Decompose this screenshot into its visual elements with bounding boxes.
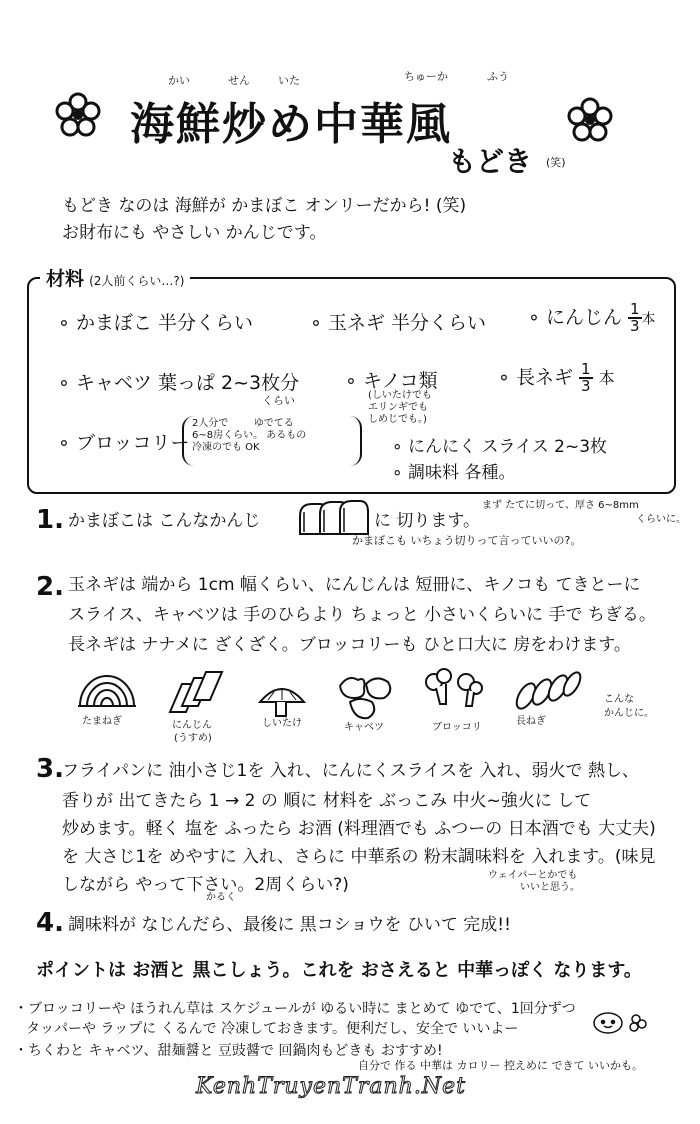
ingredient-broccoli-label: ブロッコリー	[75, 432, 190, 454]
ingredient-kinoko: ∘ キノコ類	[345, 370, 438, 392]
title-ruby-5: ふう	[487, 70, 509, 83]
step-3-line-3: 炒めます。軽く 塩を ふったら お酒 (料理酒でも ふつーの 日本酒でも 大丈夫)	[62, 819, 656, 839]
cabbage-illustration	[336, 672, 396, 724]
step-4-number: 4.	[36, 908, 64, 938]
kinoko-note-line-2: エリンギでも	[368, 402, 428, 413]
step-3-kakeru-note: かるく	[206, 892, 236, 903]
tip-line-2: タッパーや ラップに くるんで 冷凍しておきます。便利だし、安全で いいよー	[26, 1021, 519, 1037]
step-1-number: 1.	[36, 505, 64, 535]
ingredient-kinoko-label: キノコ類	[362, 370, 438, 392]
ingredient-naganegi-label: 長ネギ	[515, 366, 573, 389]
intro-line-1: もどき なのは 海鮮が かまぼこ オンリーだから! (笑)	[62, 196, 467, 216]
naganegi-numerator: 1	[581, 360, 591, 378]
illus-note-1: こんな	[604, 694, 634, 705]
ingredient-ninjin-fraction	[628, 302, 642, 334]
title-flower-right-icon	[568, 98, 612, 146]
ingredient-kinoko-note	[368, 390, 432, 426]
step-4-line-1: 調味料が なじんだら、最後に 黒コショウを ひいて 完成!!	[68, 915, 511, 935]
title-ruby-1: かい	[168, 74, 190, 87]
ingredient-seasoning-label: 調味料 各種。	[408, 463, 516, 483]
step-3-note-2: いいと思う。	[520, 882, 580, 893]
ingredient-tamanegi-label: 玉ネギ 半分くらい	[327, 312, 486, 334]
illus-label-negi: 長ねぎ	[516, 716, 546, 727]
step-3-line-1: フライパンに 油小さじ1を 入れ、にんにくスライスを 入れ、弱火で 熱し、	[62, 761, 639, 781]
ingredient-ninjin-label: にんじん	[545, 306, 622, 329]
ingredients-title: 材料	[46, 268, 85, 290]
step-3-line-4: を 大さじ1を めやすに 入れ、さらに 中華系の 粉末調味料を 入れます。(味見	[62, 847, 656, 867]
naganegi-denominator: 3	[581, 377, 591, 395]
carrot-illustration	[168, 668, 230, 722]
broccoli-illustration	[424, 668, 484, 724]
broccoli-note-5: 冷凍のでも OK	[192, 442, 260, 453]
step-1-note-right-1: まず たてに切って、厚さ 6~8mm	[482, 500, 639, 511]
ingredient-naganegi-fraction	[579, 362, 593, 394]
ingredient-tamanegi: ∘ 玉ネギ 半分くらい	[310, 312, 486, 334]
title-ruby-4: ちゅーか	[404, 70, 448, 83]
illus-label-carrot: にんじん	[172, 720, 212, 731]
negi-illustration	[512, 668, 582, 716]
ingredient-kamaboko: ∘ かまぼこ 半分くらい	[58, 312, 253, 334]
step-3-note-1: ウェイパーとかでも	[488, 870, 578, 881]
broccoli-note-4: あるもの	[266, 430, 307, 441]
tip-line-1: ・ブロッコリーや ほうれん草は スケジュールが ゆるい時に まとめて ゆでて、1回分ずつ	[14, 1001, 576, 1017]
watermark: KenhTruyenTranh.Net	[196, 1074, 466, 1099]
title-ruby-2: せん	[228, 74, 250, 87]
ingredient-ninjin-unit: 本	[641, 311, 656, 328]
ingredient-kamaboko-label: かまぼこ 半分くらい	[75, 312, 253, 334]
ingredient-seasoning: ∘ 調味料 各種。	[392, 463, 516, 483]
illus-label-broccoli: ブロッコリ	[432, 722, 482, 733]
broccoli-note-2: ゆでてる	[253, 418, 294, 429]
illus-label-onion: たまねぎ	[82, 716, 122, 727]
step-3-line-5: しながら やって下さい。2周くらい?)	[62, 875, 349, 895]
step-1-note-right-2: くらいに。	[636, 514, 686, 525]
page-subtitle: もどき	[448, 145, 533, 178]
tip-line-3: ・ちくわと キャベツ、甜麺醤と 豆豉醤で 回鍋肉もどきも おすすめ!	[14, 1043, 443, 1059]
tip-face-icon	[592, 1010, 648, 1040]
tip-line-4: 自分で 作る 中華は カロリー 控えめに できて いいかも。	[358, 1059, 643, 1072]
broccoli-note-1: 2人分で	[192, 418, 229, 429]
ingredient-broccoli-note	[182, 416, 362, 466]
kinoko-note-line-3: しめじでも。)	[368, 414, 427, 425]
step-2-line-3: 長ネギは ナナメに ざくざく。ブロッコリーも ひと口大に 房をわけます。	[68, 635, 631, 655]
illus-label-carrot-note: (うすめ)	[174, 733, 212, 744]
title-flower-left-icon	[56, 93, 100, 141]
step-1-text-a: かまぼこは こんなかんじ	[68, 511, 261, 531]
step-2-number: 2.	[36, 572, 64, 602]
step-1-text-b: に 切ります。	[374, 511, 481, 531]
ninjin-denominator: 3	[630, 317, 640, 335]
ingredient-broccoli: ∘ ブロッコリー	[58, 432, 190, 454]
ingredient-cabbage-note: くらい	[262, 394, 295, 407]
ingredient-garlic-label: にんにく スライス 2~3枚	[408, 437, 608, 457]
point-text: ポイントは お酒と 黒こしょう。これを おさえると 中華っぽく なります。	[36, 960, 642, 981]
onion-illustration	[76, 668, 138, 714]
step-3-line-2: 香りが 出てきたら 1 → 2 の 順に 材料を ぶっこみ 中火~強火に して	[62, 791, 592, 811]
page-title: 海鮮炒め中華風	[130, 99, 452, 150]
ingredient-ninjin: ∘ にんじん $\frac{1}{3}$ 本	[528, 300, 656, 335]
ingredients-title-note: (2人前くらい…?)	[89, 274, 185, 288]
ingredient-garlic: ∘ にんにく スライス 2~3枚	[392, 437, 608, 457]
step-2-line-2: スライス、キャベツは 手のひらより ちょっと 小さいくらいに 手で ちぎる。	[68, 605, 656, 625]
kinoko-note-line-1: (しいたけでも	[368, 390, 432, 401]
illus-label-cabbage: キャベツ	[344, 722, 384, 733]
ingredient-naganegi: ∘ 長ネギ $\frac{1}{3}$ 本	[498, 360, 615, 395]
step-1-note-below: かまぼこも いちょう切りって言っていいの?。	[352, 534, 582, 547]
page-subtitle-note: (笑)	[546, 156, 566, 169]
ingredient-cabbage: ∘ キャベツ 葉っぱ 2~3枚分	[58, 372, 300, 394]
illus-label-shiitake: しいたけ	[262, 718, 302, 729]
illus-note-2: かんじに。	[604, 708, 654, 719]
broccoli-note-3: 6~8房くらい。	[192, 430, 264, 441]
ingredients-header	[40, 264, 190, 291]
ninjin-numerator: 1	[630, 300, 640, 318]
ingredient-naganegi-unit: 本	[598, 368, 615, 388]
step-3-number: 3.	[36, 754, 64, 784]
ingredient-cabbage-label: キャベツ 葉っぱ 2~3枚分	[75, 372, 300, 394]
title-ruby-3: いた	[278, 74, 300, 87]
step-2-line-1: 玉ネギは 端から 1cm 幅くらい、にんじんは 短冊に、キノコも てきとーに	[68, 575, 641, 595]
intro-line-2: お財布にも やさしい かんじです。	[62, 223, 327, 243]
